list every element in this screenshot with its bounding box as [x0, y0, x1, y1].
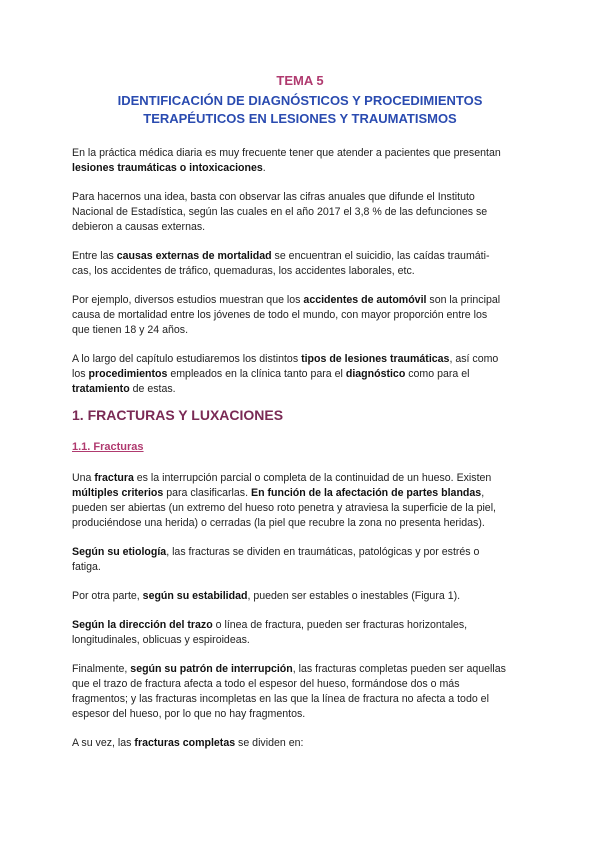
paragraph-line: Por ejemplo, diversos estudios muestran que los accidentes de automóvil son la principal: [72, 294, 501, 306]
paragraph-line: Según la dirección del trazo o línea de fractura, pueden ser fracturas horizontales,: [72, 619, 468, 631]
paragraph-line: fatiga.: [72, 561, 101, 573]
paragraph-line: Entre las causas externas de mortalidad se encuentran el suicidio, las caídas traumáti-: [72, 250, 490, 262]
paragraph-line: Por otra parte, según su estabilidad, pueden ser estables o inestables (Figura 1).: [72, 590, 461, 602]
paragraph-line: los procedimientos empleados en la clínica tanto para el diagnóstico como para el: [72, 368, 470, 380]
paragraph-line: debieron a causas externas.: [72, 221, 206, 233]
paragraph-line: longitudinales, oblicuas y espiroideas.: [72, 634, 250, 646]
bold-term: tratamiento: [72, 383, 130, 395]
bold-term: causas externas de mortalidad: [116, 250, 272, 262]
chapter-number: TEMA 5: [276, 73, 324, 88]
bold-term: Según la dirección del trazo: [72, 619, 213, 631]
bold-term: según su patrón de interrupción: [130, 663, 293, 675]
chapter-title: [0, 92, 600, 128]
paragraph-line: Para hacernos una idea, basta con observar las cifras anuales que difunde el Instituto: [72, 191, 475, 203]
paragraph-line: cas, los accidentes de tráfico, quemaduras, los accidentes laborales, etc.: [72, 265, 415, 277]
paragraph-line: que tienen 18 y 24 años.: [72, 324, 189, 336]
paragraph-line: causa de mortalidad entre los jóvenes de todo el mundo, con mayor proporción entre los: [72, 309, 488, 321]
chapter-title-line1: IDENTIFICACIÓN DE DIAGNÓSTICOS Y PROCEDIMIENTOS: [117, 93, 483, 108]
paragraph-line: que el trazo de fractura afecta a todo el espesor del hueso, formándose dos o más: [72, 678, 460, 690]
bold-term: según su estabilidad: [142, 590, 248, 602]
bold-term: diagnóstico: [345, 368, 406, 380]
paragraph-line: pueden ser abiertas (un extremo del hueso roto penetra y atraviesa la superficie de la piel,: [72, 502, 496, 514]
paragraph-line: A su vez, las fracturas completas se dividen en:: [72, 737, 304, 749]
section-heading: 1. FRACTURAS Y LUXACIONES: [72, 407, 284, 423]
bold-term: tipos de lesiones traumáticas: [301, 353, 450, 365]
paragraph-line: lesiones traumáticas o intoxicaciones.: [72, 162, 266, 174]
bold-term: múltiples criterios: [72, 487, 164, 499]
paragraph-line: A lo largo del capítulo estudiaremos los distintos tipos de lesiones traumáticas, así como: [72, 353, 499, 365]
chapter-title-line2: TERAPÉUTICOS EN LESIONES Y TRAUMATISMOS: [143, 111, 457, 126]
bold-term: procedimientos: [88, 368, 168, 380]
subsection-heading: 1.1. Fracturas: [72, 441, 144, 453]
bold-term: accidentes de automóvil: [303, 294, 427, 306]
paragraph-line: tratamiento de estas.: [72, 383, 176, 395]
paragraph-line: Una fractura es la interrupción parcial o completa de la continuidad de un hueso. Existen: [72, 472, 492, 484]
paragraph-line: Según su etiología, las fracturas se dividen en traumáticas, patológicas y por estrés o: [72, 546, 480, 558]
paragraph-line: produciéndose una herida) o cerradas (la piel que recubre la zona no presenta heridas).: [72, 517, 485, 529]
paragraph-line: Nacional de Estadística, según las cuales en el año 2017 el 3,8 % de las defunciones se: [72, 206, 488, 218]
bold-term: lesiones traumáticas o intoxicaciones: [72, 162, 263, 174]
paragraph-line: fragmentos; y las fracturas incompletas en las que la línea de fractura no afecta a todo el: [72, 693, 489, 705]
paragraph-line: múltiples criterios para clasificarlas. En función de la afectación de partes blandas,: [72, 487, 485, 499]
paragraph-line: espesor del hueso, por lo que no hay fragmentos.: [72, 708, 306, 720]
paragraph-line: Finalmente, según su patrón de interrupción, las fracturas completas pueden ser aquellas: [72, 663, 506, 675]
paragraph-line: En la práctica médica diaria es muy frecuente tener que atender a pacientes que presentan: [72, 147, 501, 159]
bold-term: fractura: [94, 472, 134, 484]
bold-term: fracturas completas: [134, 737, 236, 749]
bold-term: Según su etiología: [72, 546, 167, 558]
bold-term: En función de la afectación de partes blandas: [251, 487, 482, 499]
